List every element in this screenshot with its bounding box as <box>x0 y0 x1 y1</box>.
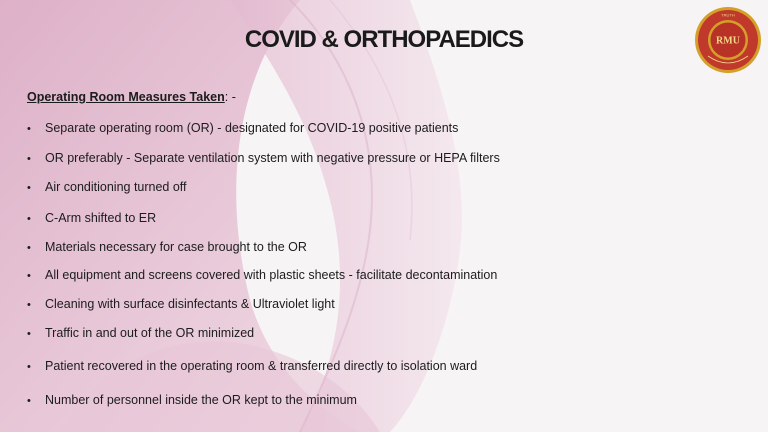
bullet-icon: • <box>27 242 31 254</box>
logo-top-text: TRUTH <box>721 12 735 18</box>
list-item <box>27 393 357 407</box>
bullet-text: Patient recovered in the operating room & transferred directly to isolation ward <box>45 359 478 373</box>
logo-monogram: RMU <box>716 35 740 47</box>
bullet-icon: • <box>27 182 31 194</box>
bullet-text: Separate operating room (OR) - designated for COVID-19 positive patients <box>45 121 459 135</box>
bullet-text: Number of personnel inside the OR kept to the minimum <box>45 393 357 407</box>
subheading <box>27 90 236 104</box>
list-item <box>27 359 477 373</box>
list-item <box>27 151 500 165</box>
slide-title: COVID & ORTHOPAEDICS <box>244 26 524 53</box>
list-item <box>27 240 307 254</box>
bullet-text: Air conditioning turned off <box>45 180 187 194</box>
list-item <box>27 297 335 311</box>
bullet-text: C-Arm shifted to ER <box>45 211 157 225</box>
bullet-icon: • <box>27 361 31 373</box>
bullet-icon: • <box>27 328 31 340</box>
bullet-text: All equipment and screens covered with plastic sheets - facilitate decontamination <box>45 268 498 282</box>
bullet-icon: • <box>27 153 31 165</box>
bullet-text: Materials necessary for case brought to the OR <box>45 240 307 254</box>
list-item <box>27 326 254 340</box>
bullet-icon: • <box>27 213 31 225</box>
university-logo <box>694 6 762 74</box>
bullet-icon: • <box>27 395 31 407</box>
subheading-suffix: : - <box>224 90 236 104</box>
bullet-text: Cleaning with surface disinfectants & Ultraviolet light <box>45 297 335 311</box>
bullet-text: Traffic in and out of the OR minimized <box>45 326 255 340</box>
list-item <box>27 211 156 225</box>
bullet-text: OR preferably - Separate ventilation system with negative pressure or HEPA filters <box>45 151 500 165</box>
bullet-icon: • <box>27 123 31 135</box>
bullet-icon: • <box>27 299 31 311</box>
list-item <box>27 180 187 194</box>
bullet-icon: • <box>27 270 31 282</box>
subheading-label: Operating Room Measures Taken <box>27 90 225 104</box>
list-item <box>27 121 458 135</box>
list-item <box>27 268 497 282</box>
